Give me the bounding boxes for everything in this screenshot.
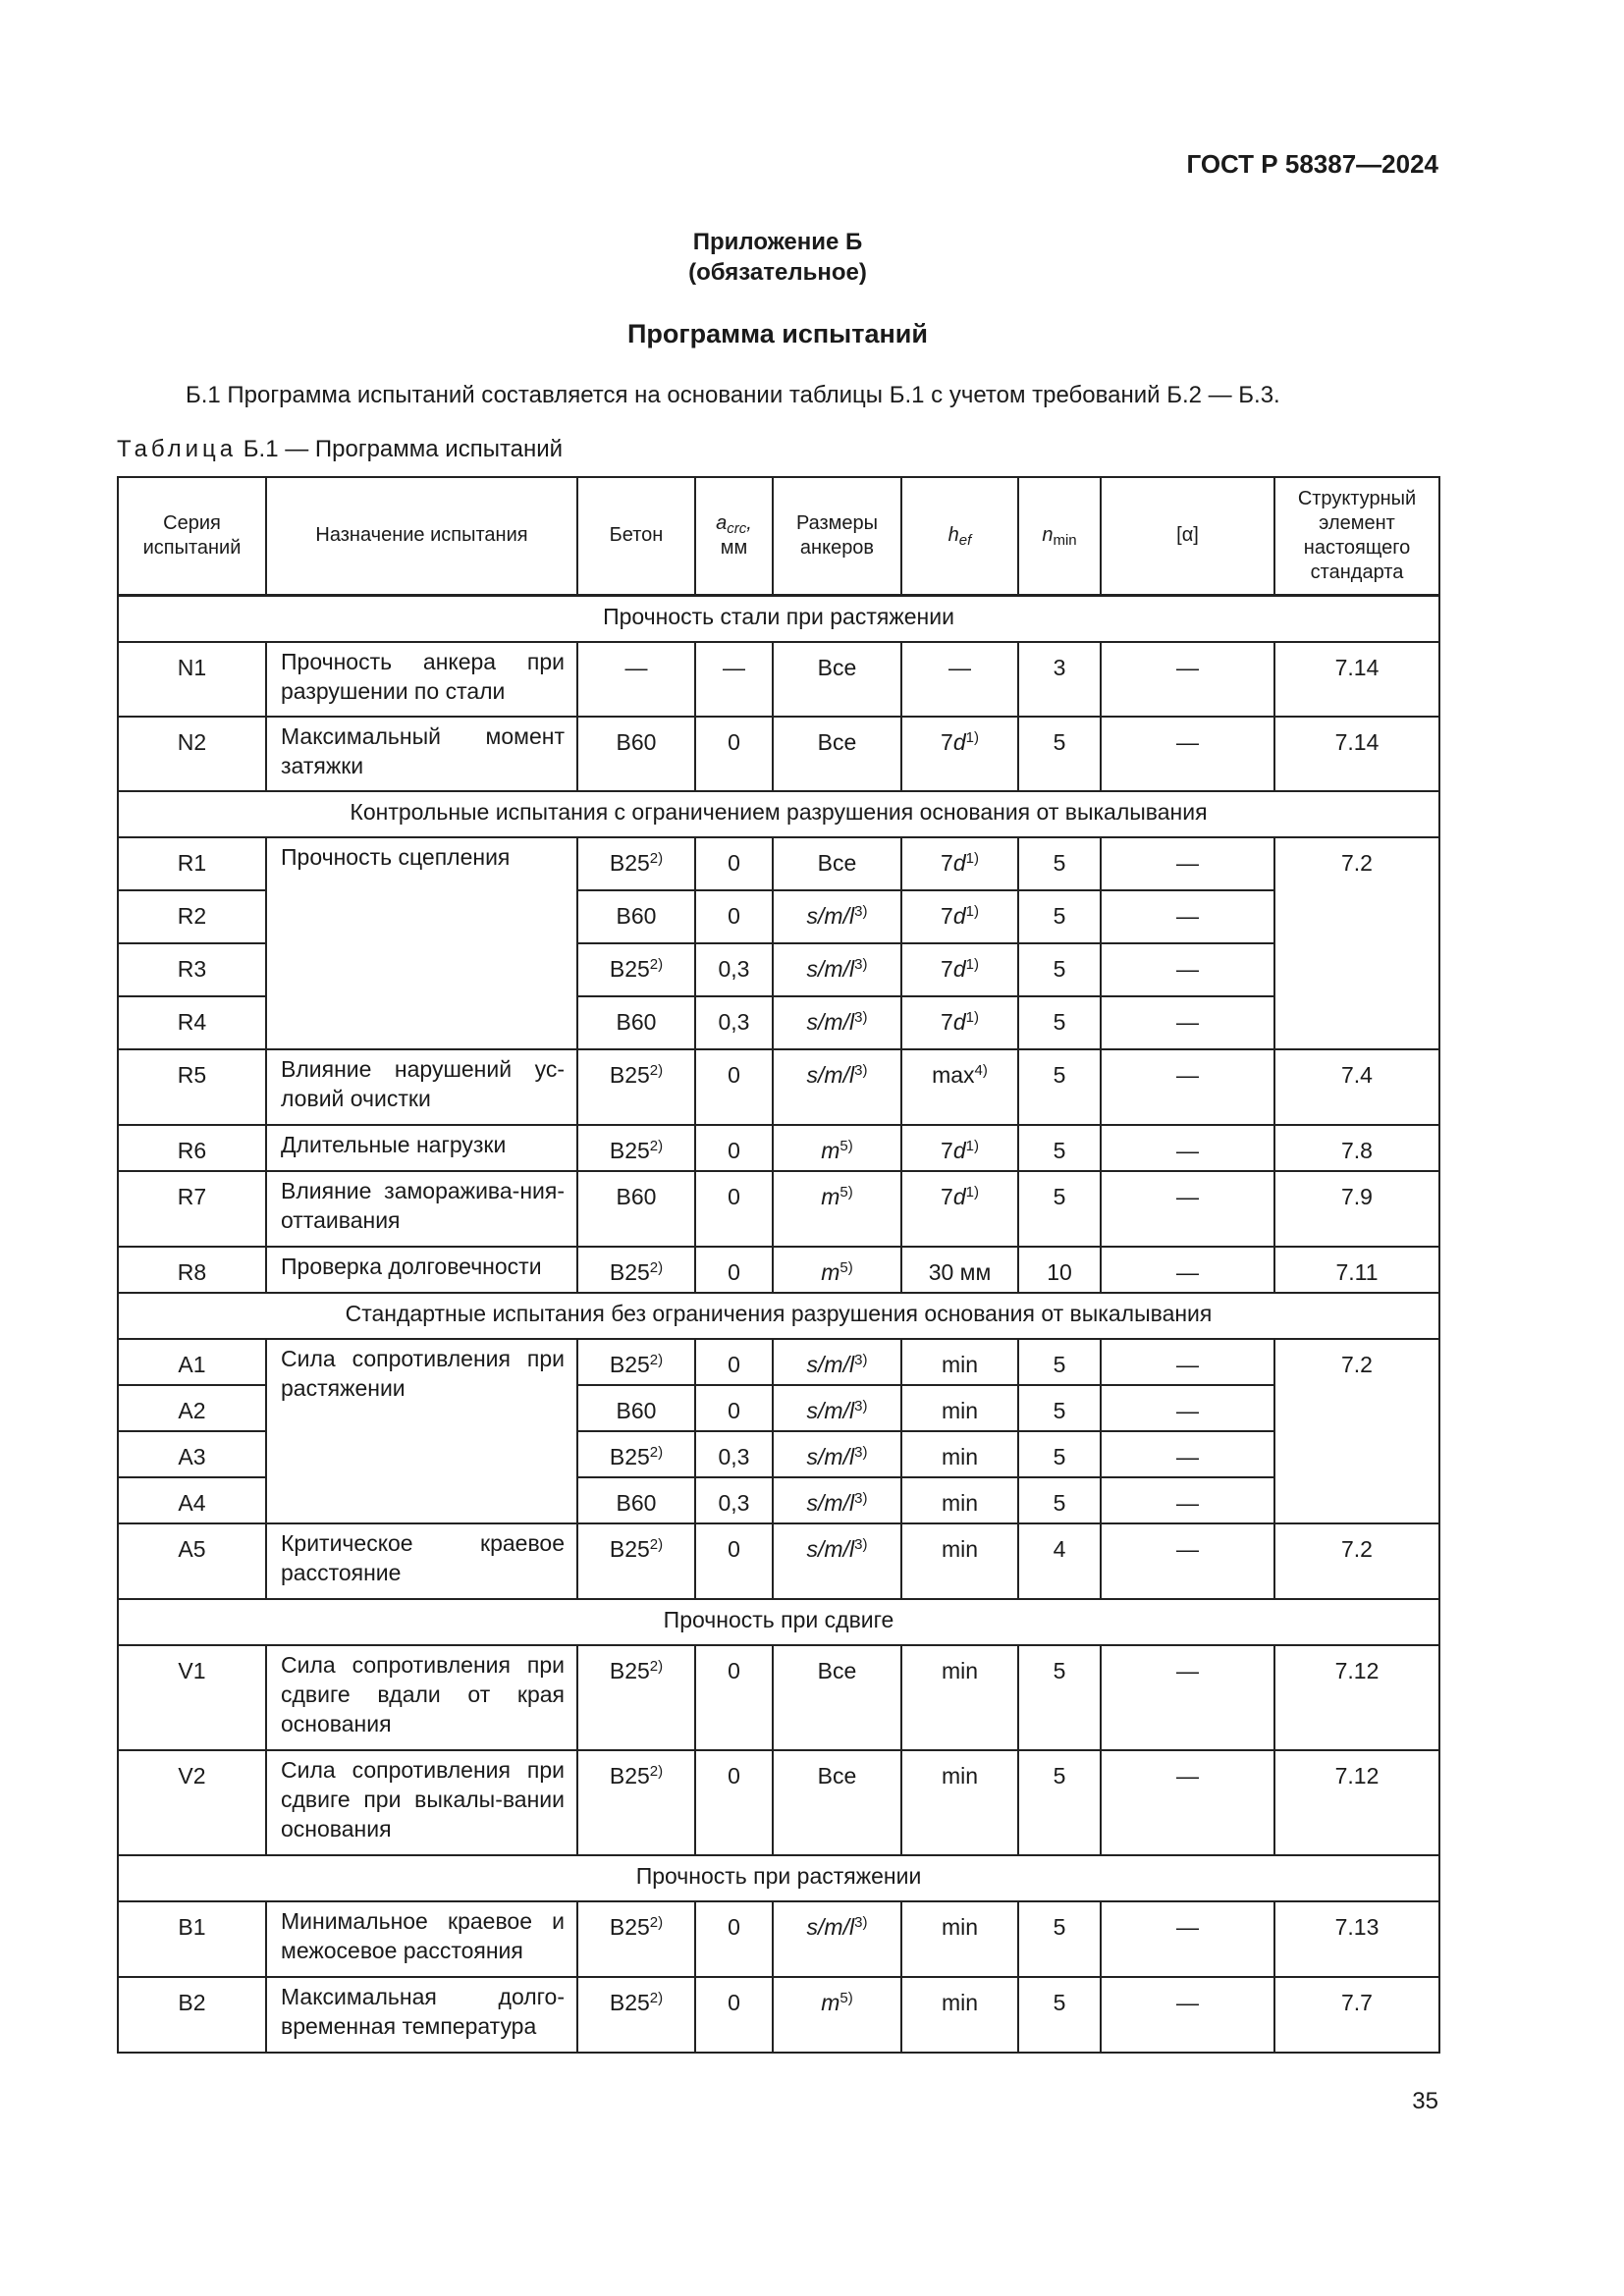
series-cell: R5 <box>118 1049 266 1125</box>
size-cell: $s/m/l^{3)}$ <box>773 1385 901 1431</box>
concrete-cell: B25$^{2)}$ <box>577 1645 695 1750</box>
alpha-cell: — <box>1101 1645 1274 1750</box>
table-row <box>118 717 1439 791</box>
program-title: Программа испытаний <box>627 319 928 348</box>
purpose-cell: Прочность анкера при разрушении по стали <box>266 642 577 717</box>
concrete-cell: B25$^{2)}$ <box>577 1750 695 1855</box>
section-title: Стандартные испытания без ограничения разрушения основания от выкалывания <box>118 1293 1439 1339</box>
size-cell: Все <box>773 837 901 890</box>
hef-cell: $7d^{1)}$ <box>901 837 1018 890</box>
hef-cell: — <box>901 642 1018 717</box>
table-row <box>118 1977 1439 2053</box>
acrc-cell: 0 <box>695 1339 773 1385</box>
purpose-cell: Влияние заморажива-ния-оттаивания <box>266 1171 577 1247</box>
concrete-cell: B60 <box>577 1385 695 1431</box>
purpose-cell: Проверка долговечности <box>266 1247 577 1293</box>
hef-cell: $7d^{1)}$ <box>901 1171 1018 1247</box>
concrete-cell: B60 <box>577 890 695 943</box>
nmin-cell: 5 <box>1018 1385 1101 1431</box>
series-cell: R7 <box>118 1171 266 1247</box>
hef-cell: $7d^{1)}$ <box>901 717 1018 791</box>
section-row <box>118 1599 1439 1645</box>
series-cell: N1 <box>118 642 266 717</box>
table-row <box>118 1645 1439 1750</box>
concrete-cell: B25$^{2)}$ <box>577 943 695 996</box>
acrc-cell: 0 <box>695 890 773 943</box>
alpha-cell: — <box>1101 1431 1274 1477</box>
element-cell: 7.11 <box>1274 1247 1439 1293</box>
nmin-cell: 5 <box>1018 1339 1101 1385</box>
element-cell: 7.12 <box>1274 1750 1439 1855</box>
size-cell: $s/m/l^{3)}$ <box>773 1431 901 1477</box>
hef-cell: 30 мм <box>901 1247 1018 1293</box>
table-row <box>118 642 1439 717</box>
size-cell: Все <box>773 1645 901 1750</box>
alpha-cell: — <box>1101 1049 1274 1125</box>
concrete-cell: B25$^{2)}$ <box>577 1339 695 1385</box>
acrc-cell: 0 <box>695 1645 773 1750</box>
purpose-cell: Максимальный момент затяжки <box>266 717 577 791</box>
element-cell: 7.9 <box>1274 1171 1439 1247</box>
purpose-cell: Сила сопротивления при сдвиге при выкалы-вании основания <box>266 1750 577 1855</box>
element-cell: 7.8 <box>1274 1125 1439 1171</box>
acrc-cell: 0 <box>695 1049 773 1125</box>
series-cell: A2 <box>118 1385 266 1431</box>
series-cell: R6 <box>118 1125 266 1171</box>
size-cell: $s/m/l^{3)}$ <box>773 890 901 943</box>
series-cell: B2 <box>118 1977 266 2053</box>
page-number: 35 <box>1412 2088 1438 2114</box>
alpha-cell: — <box>1101 1750 1274 1855</box>
series-cell: A5 <box>118 1523 266 1599</box>
element-cell: 7.2 <box>1274 1339 1439 1523</box>
series-cell: R3 <box>118 943 266 996</box>
col-header-purpose: Назначение испытания <box>266 477 577 595</box>
nmin-cell: 5 <box>1018 1901 1101 1977</box>
nmin-cell: 5 <box>1018 1171 1101 1247</box>
concrete-cell: B25$^{2)}$ <box>577 1431 695 1477</box>
concrete-cell: B25$^{2)}$ <box>577 837 695 890</box>
acrc-cell: — <box>695 642 773 717</box>
hef-cell: min <box>901 1431 1018 1477</box>
concrete-cell: — <box>577 642 695 717</box>
alpha-cell: — <box>1101 1247 1274 1293</box>
element-cell: 7.14 <box>1274 717 1439 791</box>
purpose-cell: Сила сопротивления при сдвиге вдали от края основания <box>266 1645 577 1750</box>
alpha-cell: — <box>1101 1125 1274 1171</box>
appendix-status: (обязательное) <box>688 259 867 286</box>
alpha-cell: — <box>1101 837 1274 890</box>
size-cell: $m^{5)}$ <box>773 1171 901 1247</box>
purpose-cell: Минимальное краевое и межосевое расстояния <box>266 1901 577 1977</box>
table-row <box>118 1339 1439 1385</box>
section-row <box>118 791 1439 837</box>
hef-cell: min <box>901 1523 1018 1599</box>
nmin-cell: 5 <box>1018 1431 1101 1477</box>
series-cell: R1 <box>118 837 266 890</box>
hef-cell: min <box>901 1750 1018 1855</box>
col-header-sizes: Размеры анкеров <box>773 477 901 595</box>
col-header-hef: $h_{ef}$ <box>901 477 1018 595</box>
acrc-cell: 0 <box>695 837 773 890</box>
hef-cell: $7d^{1)}$ <box>901 890 1018 943</box>
col-header-series: Серия испытаний <box>118 477 266 595</box>
section-title: Контрольные испытания с ограничением разрушения основания от выкалывания <box>118 791 1439 837</box>
table-row <box>118 1171 1439 1247</box>
concrete-cell: B25$^{2)}$ <box>577 1125 695 1171</box>
concrete-cell: B60 <box>577 996 695 1049</box>
series-cell: V1 <box>118 1645 266 1750</box>
nmin-cell: 5 <box>1018 1645 1101 1750</box>
nmin-cell: 5 <box>1018 1977 1101 2053</box>
acrc-cell: 0 <box>695 1385 773 1431</box>
hef-cell: min <box>901 1901 1018 1977</box>
table-caption <box>117 436 563 463</box>
section-row <box>118 1855 1439 1901</box>
purpose-cell: Длительные нагрузки <box>266 1125 577 1171</box>
alpha-cell: — <box>1101 1339 1274 1385</box>
col-header-element: Структурный элемент настоящего стандарта <box>1274 477 1439 595</box>
hef-cell: $7d^{1)}$ <box>901 943 1018 996</box>
concrete-cell: B60 <box>577 717 695 791</box>
table-row <box>118 1523 1439 1599</box>
size-cell: $m^{5)}$ <box>773 1247 901 1293</box>
col-header-acrc: $a_{crc}$, мм <box>695 477 773 595</box>
table-row <box>118 1049 1439 1125</box>
table-row <box>118 1901 1439 1977</box>
purpose-cell: Прочность сцепления <box>266 837 577 1049</box>
acrc-cell: 0 <box>695 1247 773 1293</box>
nmin-cell: 5 <box>1018 1125 1101 1171</box>
standard-designation: ГОСТ Р 58387—2024 <box>1186 149 1438 179</box>
series-cell: N2 <box>118 717 266 791</box>
acrc-cell: 0 <box>695 1977 773 2053</box>
section-title: Прочность стали при растяжении <box>118 595 1439 642</box>
section-row <box>118 1293 1439 1339</box>
purpose-cell: Критическое краевое расстояние <box>266 1523 577 1599</box>
element-cell: 7.7 <box>1274 1977 1439 2053</box>
hef-cell: $7d^{1)}$ <box>901 996 1018 1049</box>
acrc-cell: 0,3 <box>695 943 773 996</box>
nmin-cell: 5 <box>1018 717 1101 791</box>
size-cell: $s/m/l^{3)}$ <box>773 996 901 1049</box>
concrete-cell: B25$^{2)}$ <box>577 1901 695 1977</box>
alpha-cell: — <box>1101 1477 1274 1523</box>
concrete-cell: B25$^{2)}$ <box>577 1049 695 1125</box>
concrete-cell: B25$^{2)}$ <box>577 1977 695 2053</box>
element-cell: 7.2 <box>1274 837 1439 1049</box>
concrete-cell: B60 <box>577 1171 695 1247</box>
table-header-row <box>118 477 1439 595</box>
size-cell: Все <box>773 1750 901 1855</box>
section-row <box>118 595 1439 642</box>
concrete-cell: B60 <box>577 1477 695 1523</box>
table-row <box>118 837 1439 890</box>
appendix-title: Приложение Б <box>692 229 863 255</box>
acrc-cell: 0 <box>695 1171 773 1247</box>
alpha-cell: — <box>1101 717 1274 791</box>
purpose-cell: Сила сопротивления при растяжении <box>266 1339 577 1523</box>
alpha-cell: — <box>1101 1977 1274 2053</box>
col-header-nmin: $n_{min}$ <box>1018 477 1101 595</box>
nmin-cell: 3 <box>1018 642 1101 717</box>
size-cell: $s/m/l^{3)}$ <box>773 1049 901 1125</box>
hef-cell: min <box>901 1385 1018 1431</box>
size-cell: $s/m/l^{3)}$ <box>773 1339 901 1385</box>
series-cell: R4 <box>118 996 266 1049</box>
nmin-cell: 5 <box>1018 996 1101 1049</box>
hef-cell: $7d^{1)}$ <box>901 1125 1018 1171</box>
size-cell: $s/m/l^{3)}$ <box>773 1901 901 1977</box>
acrc-cell: 0,3 <box>695 996 773 1049</box>
purpose-cell: Влияние нарушений ус-ловий очистки <box>266 1049 577 1125</box>
section-title: Прочность при сдвиге <box>118 1599 1439 1645</box>
table-caption-word: Таблица <box>117 436 238 462</box>
series-cell: A1 <box>118 1339 266 1385</box>
alpha-cell: — <box>1101 1901 1274 1977</box>
test-program-table <box>117 476 1440 2054</box>
alpha-cell: — <box>1101 996 1274 1049</box>
alpha-cell: — <box>1101 890 1274 943</box>
table-caption-text: Б.1 — Программа испытаний <box>243 436 564 462</box>
section-title: Прочность при растяжении <box>118 1855 1439 1901</box>
acrc-cell: 0 <box>695 1750 773 1855</box>
size-cell: Все <box>773 717 901 791</box>
acrc-cell: 0,3 <box>695 1477 773 1523</box>
acrc-cell: 0 <box>695 1125 773 1171</box>
hef-cell: $\max^{4)}$ <box>901 1049 1018 1125</box>
acrc-cell: 0 <box>695 1523 773 1599</box>
alpha-cell: — <box>1101 1385 1274 1431</box>
alpha-cell: — <box>1101 943 1274 996</box>
nmin-cell: 4 <box>1018 1523 1101 1599</box>
size-cell: $m^{5)}$ <box>773 1125 901 1171</box>
table-row <box>118 1247 1439 1293</box>
table-row <box>118 1125 1439 1171</box>
series-cell: R2 <box>118 890 266 943</box>
size-cell: $m^{5)}$ <box>773 1977 901 2053</box>
col-header-alpha: [α] <box>1101 477 1274 595</box>
acrc-cell: 0 <box>695 717 773 791</box>
alpha-cell: — <box>1101 1171 1274 1247</box>
nmin-cell: 5 <box>1018 837 1101 890</box>
alpha-cell: — <box>1101 642 1274 717</box>
hef-cell: min <box>901 1645 1018 1750</box>
purpose-cell: Максимальная долго-временная температура <box>266 1977 577 2053</box>
series-cell: A3 <box>118 1431 266 1477</box>
series-cell: A4 <box>118 1477 266 1523</box>
intro-paragraph: Б.1 Программа испытаний составляется на основании таблицы Б.1 с учетом требований Б.2 — Б.3. <box>186 382 1280 408</box>
hef-cell: min <box>901 1477 1018 1523</box>
table-row <box>118 1750 1439 1855</box>
series-cell: R8 <box>118 1247 266 1293</box>
col-header-concrete: Бетон <box>577 477 695 595</box>
size-cell: $s/m/l^{3)}$ <box>773 1477 901 1523</box>
series-cell: V2 <box>118 1750 266 1855</box>
element-cell: 7.2 <box>1274 1523 1439 1599</box>
hef-cell: min <box>901 1977 1018 2053</box>
alpha-cell: — <box>1101 1523 1274 1599</box>
nmin-cell: 10 <box>1018 1247 1101 1293</box>
nmin-cell: 5 <box>1018 943 1101 996</box>
concrete-cell: B25$^{2)}$ <box>577 1523 695 1599</box>
element-cell: 7.13 <box>1274 1901 1439 1977</box>
size-cell: Все <box>773 642 901 717</box>
nmin-cell: 5 <box>1018 1477 1101 1523</box>
acrc-cell: 0,3 <box>695 1431 773 1477</box>
nmin-cell: 5 <box>1018 1750 1101 1855</box>
element-cell: 7.14 <box>1274 642 1439 717</box>
acrc-cell: 0 <box>695 1901 773 1977</box>
nmin-cell: 5 <box>1018 1049 1101 1125</box>
element-cell: 7.4 <box>1274 1049 1439 1125</box>
concrete-cell: B25$^{2)}$ <box>577 1247 695 1293</box>
nmin-cell: 5 <box>1018 890 1101 943</box>
size-cell: $s/m/l^{3)}$ <box>773 943 901 996</box>
hef-cell: min <box>901 1339 1018 1385</box>
size-cell: $s/m/l^{3)}$ <box>773 1523 901 1599</box>
element-cell: 7.12 <box>1274 1645 1439 1750</box>
series-cell: B1 <box>118 1901 266 1977</box>
